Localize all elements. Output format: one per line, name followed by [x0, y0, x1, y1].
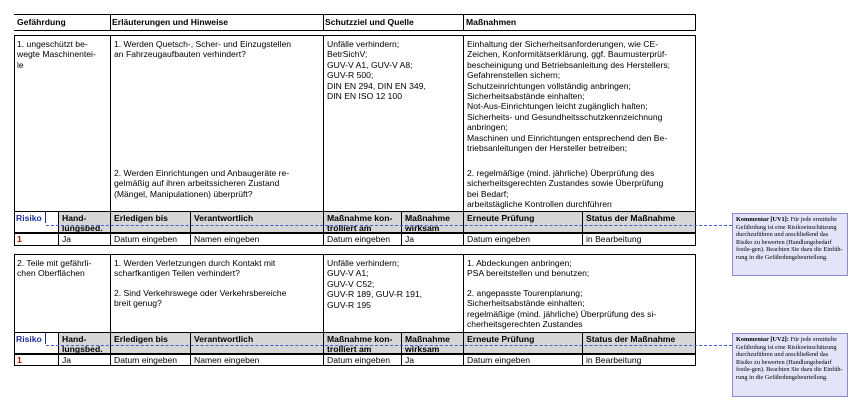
controlled-label: Maßnahme kon- trolliert am: [327, 213, 393, 234]
recheck-label: Erneute Prüfung: [467, 334, 535, 344]
due-date-field[interactable]: Datum eingeben: [114, 234, 178, 244]
status-value[interactable]: in Bearbeitung: [586, 234, 642, 244]
measures-text: 2. angepasste Tourenplanung; Sicherheitsabstände einhalten; regelmäßige (mind. jährliche) Überprüfung des si- cherheitsgerechten Zustandes: [467, 288, 657, 330]
recheck-date-field[interactable]: Datum eingeben: [467, 355, 531, 365]
needs-action-value[interactable]: Ja: [62, 355, 72, 365]
header-hazard: Gefährdung: [17, 17, 66, 27]
question-text: 1. Werden Quetsch-, Scher- und Einzugstellen an Fahrzeugaufbauten verhindert?: [114, 39, 292, 60]
risk-value[interactable]: 1: [17, 355, 22, 365]
effective-label: Maßnahme wirksam: [405, 334, 450, 355]
question-text: 2. Sind Verkehrswege oder Verkehrsbereiche breit genug?: [114, 288, 287, 309]
source-text: Unfälle verhindern; BetrSichV; GUV-V A1, GUV-V A8; GUV-R 500; DIN EN 294, DIN EN 349, DIN EN ISO 12 100: [327, 39, 426, 102]
comment-balloon[interactable]: [732, 213, 848, 276]
effective-label: Maßnahme wirksam: [405, 213, 450, 234]
needs-action-value[interactable]: Ja: [62, 234, 72, 244]
header-goal-source: Schutzziel und Quelle: [325, 17, 414, 27]
question-text: 2. Werden Einrichtungen und Anbaugeräte re- gelmäßig auf ihren arbeitssicheren Zustand (Mängel, Manipulationen) überprüft?: [114, 168, 290, 199]
comment-connector: [46, 225, 732, 226]
status-label: Status der Maßnahme: [586, 213, 676, 223]
recheck-label: Erneute Prüfung: [467, 213, 535, 223]
comment-connector: [46, 345, 732, 346]
question-text: 1. Werden Verletzungen durch Kontakt mit scharfkantigen Teilen verhindert?: [114, 258, 276, 279]
text-cursor: [45, 212, 46, 223]
comment-label: Kommentar [UV1]:: [736, 216, 789, 223]
measures-text: Einhaltung der Sicherheitsanforderungen, wie CE- Zeichen, Konformitätserklärung, ggf. Baumusterprüf- bescheinigung und Betriebsanleitung des Herstellers; Gefahrenstellen sichern; Schutzeinrichtungen vollständig anbringen; Sicherheitsabstände einhalten; Not-Aus-Einrichtungen leicht zugänglich halten; Sicherheits- und Gesundheitsschutzkennzeichnung anbringen; Maschinen und Einrichtungen entsprechend den Be- triebsanleitungen der Hersteller betreiben;: [467, 39, 671, 154]
comment-text: Für jede ermittelte Gefährdung ist eine Risikoeinschätzung durchzuführen und anschließend das Risiko zu bewerten (Handlungsbedarf festle-gen). Beachten Sie dazu die Einfüh-rung in die Gefährdungsbeurteilung.: [736, 336, 843, 381]
effective-value[interactable]: Ja: [405, 234, 415, 244]
risk-label: Risiko: [16, 334, 42, 344]
measures-text: 1. Abdeckungen anbringen; PSA bereitstellen und benutzen;: [467, 258, 590, 279]
controlled-date-field[interactable]: Datum eingeben: [327, 355, 391, 365]
responsible-field[interactable]: Namen eingeben: [194, 355, 260, 365]
controlled-label: Maßnahme kon- trolliert am: [327, 334, 393, 355]
responsible-label: Verantwortlich: [194, 213, 254, 223]
column-header: [14, 14, 696, 31]
header-explanations: Erläuterungen und Hinweise: [112, 17, 229, 27]
controlled-date-field[interactable]: Datum eingeben: [327, 234, 391, 244]
due-label: Erledigen bis: [114, 334, 168, 344]
hazard-text: 1. ungeschützt be- wegte Maschinentei- le: [17, 39, 96, 70]
responsible-field[interactable]: Namen eingeben: [194, 234, 260, 244]
source-text: Unfälle verhindern; GUV-V A1; GUV-V C52; GUV-R 189, GUV-R 191, GUV-R 195: [327, 258, 423, 310]
text-cursor: [45, 333, 46, 344]
due-label: Erledigen bis: [114, 213, 168, 223]
hazard-text: 2. Teile mit gefährli- chen Oberflächen: [17, 258, 92, 279]
effective-value[interactable]: Ja: [405, 355, 415, 365]
status-label: Status der Maßnahme: [586, 334, 676, 344]
status-value[interactable]: in Bearbeitung: [586, 355, 642, 365]
responsible-label: Verantwortlich: [194, 334, 254, 344]
comment-balloon[interactable]: [732, 333, 848, 397]
risk-value[interactable]: 1: [17, 234, 22, 244]
header-measures: Maßnahmen: [466, 17, 517, 27]
comment-label: Kommentar [UV2]:: [736, 336, 789, 343]
due-date-field[interactable]: Datum eingeben: [114, 355, 178, 365]
recheck-date-field[interactable]: Datum eingeben: [467, 234, 531, 244]
measures-text: 2. regelmäßige (mind. jährliche) Überprüfung des sicherheitsgerechten Zustandes sowie Überprüfung bei Bedarf; arbeitstägliche Kontrollen durchführen: [467, 168, 664, 210]
needs-action-label: Hand- lungsbed.: [62, 334, 103, 355]
comment-text: Für jede ermittelte Gefährdung ist eine Risikoeinschätzung durchzuführen und anschließend das Risiko zu bewerten (Handlungsbedarf festle-gen). Beachten Sie dazu die Einfüh-rung in die Gefährdungsbeurteilung.: [736, 216, 843, 261]
risk-label: Risiko: [16, 213, 42, 223]
needs-action-label: Hand- lungsbed.: [62, 213, 103, 234]
